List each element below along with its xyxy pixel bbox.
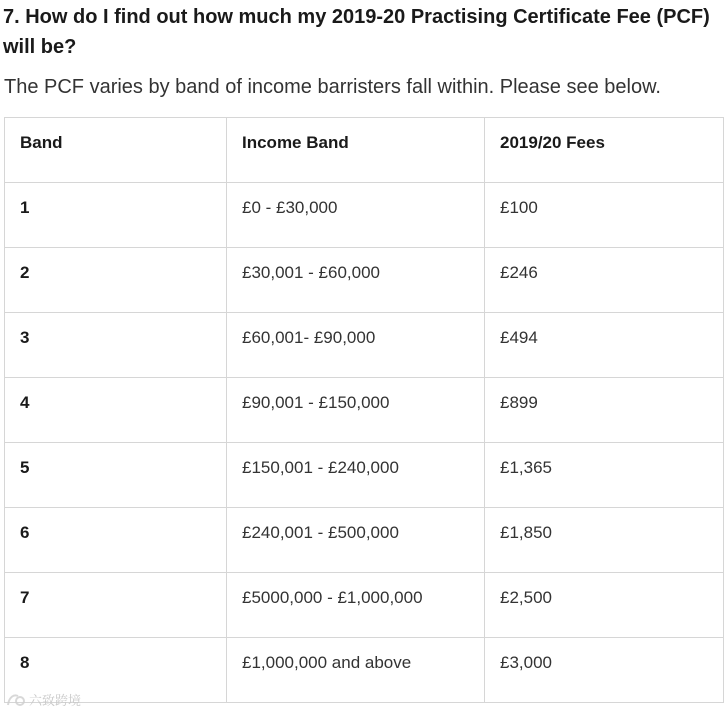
- table-row: [5, 183, 724, 248]
- fee-cell: £2,500: [485, 573, 724, 638]
- watermark-logo-icon: [6, 692, 26, 708]
- table-row: [5, 248, 724, 313]
- intro-text: The PCF varies by band of income barristers fall within. Please see below.: [4, 76, 661, 98]
- watermark-text: 六致跨境: [29, 694, 82, 709]
- income-band-cell: £0 - £30,000: [227, 183, 485, 248]
- band-cell: 4: [5, 378, 227, 443]
- fee-cell: £899: [485, 378, 724, 443]
- fee-cell: £246: [485, 248, 724, 313]
- income-band-cell: £60,001- £90,000: [227, 313, 485, 378]
- table-row: [5, 443, 724, 508]
- band-cell: 8: [5, 638, 227, 703]
- income-band-cell: £90,001 - £150,000: [227, 378, 485, 443]
- fee-cell: £100: [485, 183, 724, 248]
- income-band-cell: £150,001 - £240,000: [227, 443, 485, 508]
- fee-cell: £1,365: [485, 443, 724, 508]
- band-cell: 1: [5, 183, 227, 248]
- table-row: [5, 508, 724, 573]
- income-band-cell: £5000,000 - £1,000,000: [227, 573, 485, 638]
- band-cell: 7: [5, 573, 227, 638]
- column-header-band: Band: [5, 118, 227, 183]
- band-cell: 3: [5, 313, 227, 378]
- band-cell: 2: [5, 248, 227, 313]
- table-header-row: [5, 118, 724, 183]
- fee-cell: £3,000: [485, 638, 724, 703]
- watermark: [6, 690, 81, 709]
- fee-cell: £1,850: [485, 508, 724, 573]
- fee-cell: £494: [485, 313, 724, 378]
- table-row: [5, 573, 724, 638]
- income-band-cell: £240,001 - £500,000: [227, 508, 485, 573]
- band-cell: 6: [5, 508, 227, 573]
- column-header-income-band: Income Band: [227, 118, 485, 183]
- table-row: [5, 313, 724, 378]
- income-band-cell: £30,001 - £60,000: [227, 248, 485, 313]
- column-header-fees: 2019/20 Fees: [485, 118, 724, 183]
- table-row: [5, 378, 724, 443]
- table-row: [5, 638, 724, 703]
- fee-table: [4, 117, 724, 703]
- income-band-cell: £1,000,000 and above: [227, 638, 485, 703]
- band-cell: 5: [5, 443, 227, 508]
- question-heading: 7. How do I find out how much my 2019-20 Practising Certificate Fee (PCF) will be?: [3, 6, 710, 58]
